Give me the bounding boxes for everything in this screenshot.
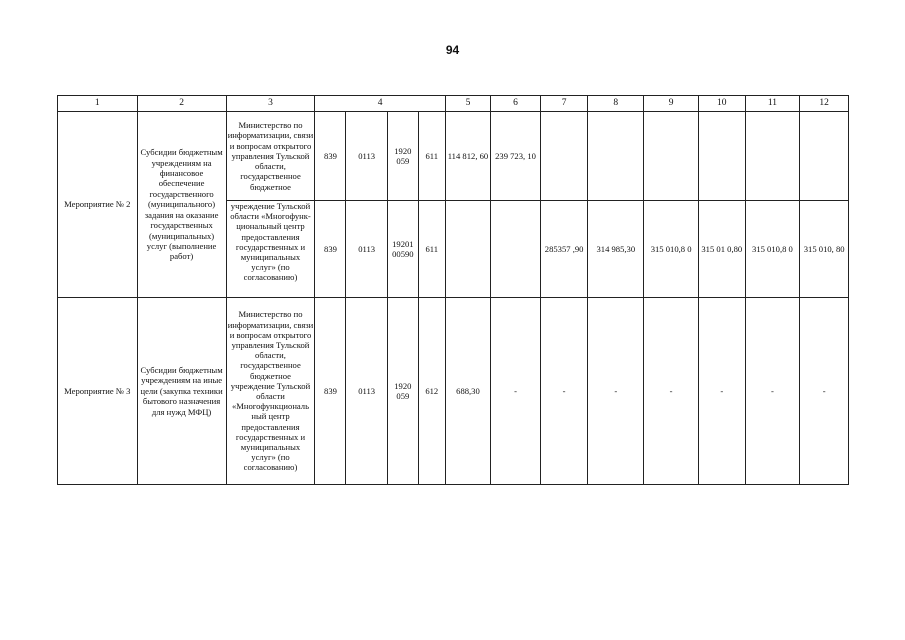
value-cell-col12: -: [800, 298, 849, 485]
rzpr-cell: 0113: [346, 112, 387, 201]
header-cell: 9: [644, 96, 699, 112]
value-cell-col9: [644, 112, 699, 201]
value-cell-col7: -: [540, 298, 588, 485]
csr-cell: 1920 059: [387, 112, 418, 201]
value-cell-col10: 315 01 0,80: [699, 201, 746, 298]
value-cell-col6: -: [491, 298, 541, 485]
budget-table: [57, 95, 849, 485]
vr-cell: 611: [418, 201, 445, 298]
vr-cell: 612: [418, 298, 445, 485]
event2-ministry-b: учреждение Тульской области «Многофунк-циональный центр предоставления государственных и муниципальных услуг» (по согласованию): [226, 201, 315, 298]
grbs-cell: 839: [315, 112, 346, 201]
header-cell: 2: [137, 96, 226, 112]
value-cell-col11: [745, 112, 800, 201]
value-cell-col8: [588, 112, 644, 201]
value-cell-col6: [491, 201, 541, 298]
value-cell-col5: [445, 201, 490, 298]
event3-name: Мероприятие № 3: [58, 298, 138, 485]
header-cell: 1: [58, 96, 138, 112]
header-cell: 4: [315, 96, 445, 112]
page-number: 94: [445, 43, 460, 57]
header-cell: 3: [226, 96, 315, 112]
grbs-cell: 839: [315, 298, 346, 485]
value-cell-col6: 239 723, 10: [491, 112, 541, 201]
vr-cell: 611: [418, 112, 445, 201]
value-cell-col8: 314 985,30: [588, 201, 644, 298]
event2-description: Субсидии бюджетным учреждениям на финансовое обеспечение государственного (муниципального) задания на оказание государственных (муниципальных) услуг (выполнение работ): [137, 112, 226, 298]
value-cell-col5: 114 812, 60: [445, 112, 490, 201]
value-cell-col11: 315 010,8 0: [745, 201, 800, 298]
value-cell-col5: 688,30: [445, 298, 490, 485]
header-cell: 5: [445, 96, 490, 112]
value-cell-col12: [800, 112, 849, 201]
event2-name: Мероприятие № 2: [58, 112, 138, 298]
header-cell: 8: [588, 96, 644, 112]
value-cell-col8: -: [588, 298, 644, 485]
csr-cell: 1920 059: [387, 298, 418, 485]
value-cell-col7: [540, 112, 588, 201]
table-row-event3: [58, 298, 849, 485]
value-cell-col9: 315 010,8 0: [644, 201, 699, 298]
rzpr-cell: 0113: [346, 298, 387, 485]
table-row-event2-a: [58, 112, 849, 201]
grbs-cell: 839: [315, 201, 346, 298]
header-cell: 7: [540, 96, 588, 112]
header-row: [58, 96, 849, 112]
csr-cell: 19201 00590: [387, 201, 418, 298]
header-cell: 12: [800, 96, 849, 112]
header-cell: 11: [745, 96, 800, 112]
value-cell-col10: -: [699, 298, 746, 485]
value-cell-col11: -: [745, 298, 800, 485]
event3-description: Субсидии бюджетным учреждениям на иные цели (закупка техники бытового назначения для нужд МФЦ): [137, 298, 226, 485]
value-cell-col12: 315 010, 80: [800, 201, 849, 298]
event2-ministry-a: Министерство по информатизации, связи и вопросам открытого управления Тульской области, государственное бюджетное: [226, 112, 315, 201]
rzpr-cell: 0113: [346, 201, 387, 298]
value-cell-col10: [699, 112, 746, 201]
value-cell-col9: -: [644, 298, 699, 485]
header-cell: 6: [491, 96, 541, 112]
event3-ministry: Министерство по информатизации, связи и вопросам открытого управления Тульской области, государственное бюджетное учреждение Тульской области «Многофункциональ ный центр предоставления государственных и муниципальных услуг» (по согласованию): [226, 298, 315, 485]
value-cell-col7: 285357 ,90: [540, 201, 588, 298]
header-cell: 10: [699, 96, 746, 112]
